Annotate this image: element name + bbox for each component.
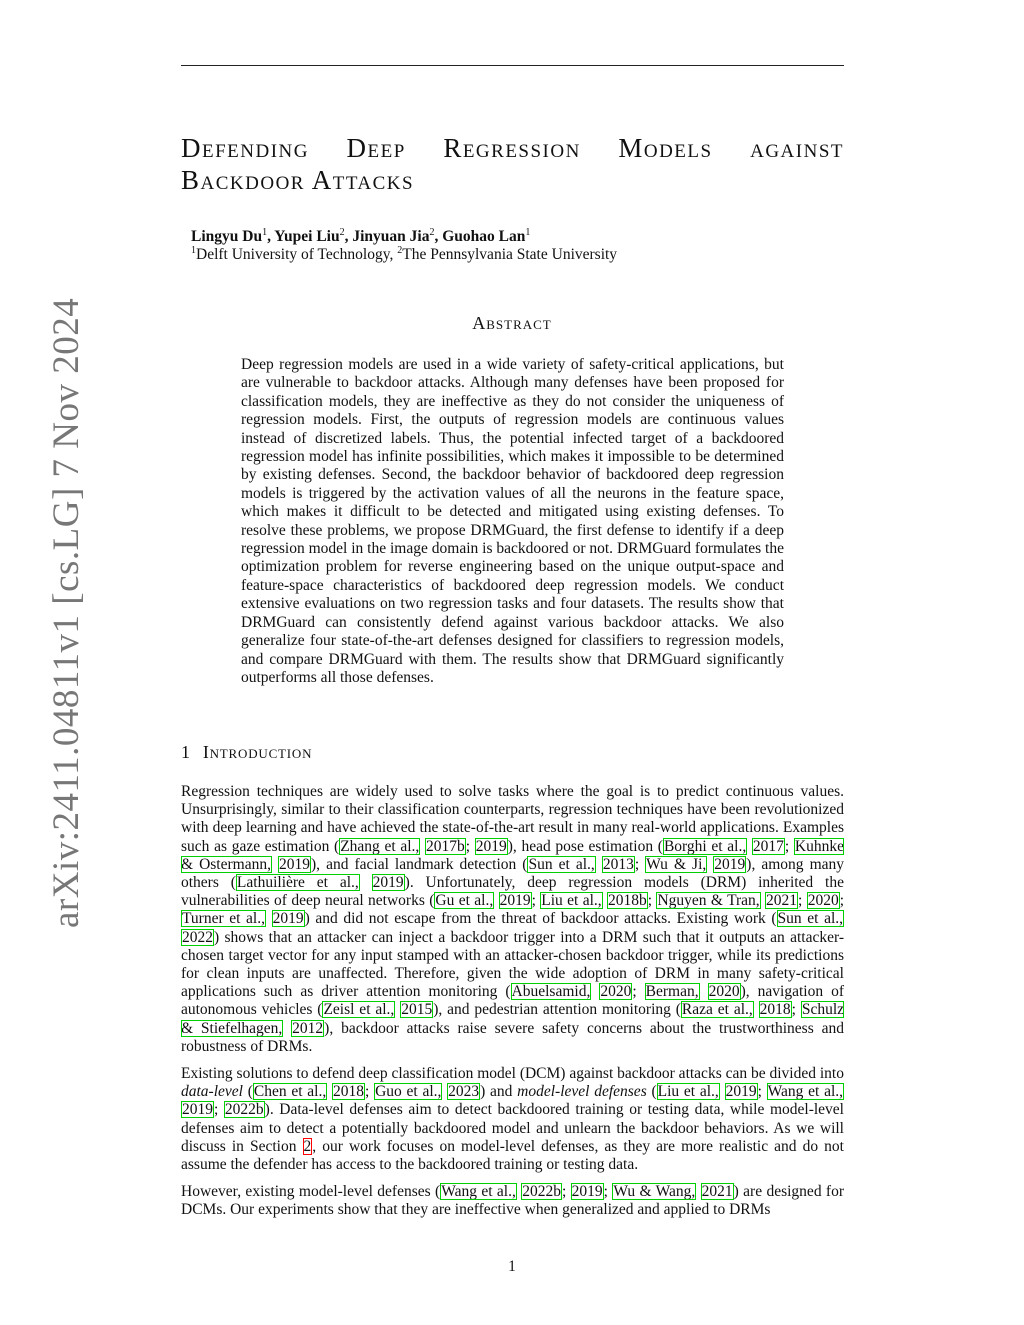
text: Existing solutions to defend deep classification model (DCM) against backdoor attacks can be divided into (181, 1065, 844, 1083)
citation-link[interactable]: 2015 (401, 1001, 433, 1019)
citation-link[interactable]: 2021 (766, 892, 798, 910)
emphasis: model-level defenses (517, 1083, 647, 1101)
citation-link[interactable]: Abuelsamid, (511, 983, 591, 1001)
citation-link[interactable]: 2018b (608, 892, 647, 910)
citation-link[interactable]: 2019 (272, 910, 304, 928)
paper-title (181, 132, 844, 196)
citation-link[interactable]: Turner et al., (182, 910, 265, 928)
text: ), and facial landmark detection ( (311, 855, 528, 873)
citation-link[interactable]: 2019 (372, 874, 404, 892)
title-word: Deep (346, 133, 406, 163)
citation-link[interactable]: 2020 (708, 983, 740, 1001)
section-body (181, 783, 844, 1229)
title-word: Defending (181, 133, 309, 163)
page-number: 1 (508, 1258, 516, 1275)
abstract-heading: Abstract (472, 313, 552, 333)
text (283, 1020, 291, 1037)
text: ), among many others ( (181, 855, 845, 892)
text: ; (531, 892, 541, 910)
emphasis: data-level (181, 1083, 243, 1101)
affiliations: $^1$Delft University of Technology, $^2$The Pennsylvania State University (191, 245, 618, 263)
text (754, 1001, 759, 1018)
affil-name: The Pennsylvania State University (402, 246, 618, 263)
text: ; (603, 1183, 613, 1201)
citation-link[interactable]: Raza et al., (681, 1001, 753, 1019)
citation-link[interactable]: Schulz & Stiefelhagen, (181, 1001, 845, 1037)
section-title: Introduction (202, 742, 313, 762)
text: ). Unfortunately, deep regression models (DRM) inherited the vulnerabilities of deep neural networks ( (181, 874, 844, 910)
text: ). Data-level defenses aim to detect backdoored training or testing data, while model-level defenses aim to detect a potentially backdoored model and unlearn the backdoor behaviors. As we will discuss in Section (181, 1101, 844, 1155)
title-word: Models (618, 133, 713, 163)
citation-link[interactable]: 2017 (752, 837, 784, 855)
citation-link[interactable]: Chen et al., (253, 1083, 327, 1101)
text: ; (839, 892, 845, 910)
title-word: Regression (443, 133, 581, 163)
citation-link[interactable]: 2021 (701, 1183, 733, 1201)
citation-link[interactable]: Liu et al., (541, 892, 602, 910)
text: ; (784, 837, 794, 855)
citation-link[interactable]: 2022b (522, 1183, 561, 1201)
citation-link[interactable]: Sun et al., (777, 910, 844, 928)
text: , our work focuses on model-level defenses, as they are more realistic and do not assume the defender has access to the backdoored training or testing data. (181, 1137, 844, 1174)
citation-link[interactable]: 2019 (475, 837, 507, 855)
text: ), backdoor attacks raise severe safety concerns about the trustworthiness and robustness of DRMs. (181, 1019, 844, 1055)
author-name: Lingyu Du (191, 228, 263, 245)
section-heading (181, 742, 312, 763)
citation-link[interactable]: 2013 (602, 855, 634, 873)
citation-link[interactable]: 2019 (182, 1101, 213, 1119)
text: ) shows that an attacker can inject a backdoor trigger into a DRM such that it outputs an attacker-chosen target vector for any input stamped with an attacker-chosen backdoor trigger, while its predictions for clean inputs are unaffected. Therefore, given the wide adoption of DRM in many safety-critical applications such as driver attention monitoring ( (181, 928, 844, 1001)
paragraph (181, 783, 844, 1056)
text: ; (561, 1183, 571, 1201)
citation-link[interactable]: 2019 (499, 892, 531, 910)
text: ; (632, 983, 645, 1001)
citation-link[interactable]: Lathuilière et al., (236, 874, 359, 892)
text: ; (798, 892, 807, 910)
paragraph (181, 1183, 844, 1219)
text (596, 856, 602, 873)
author-affil-mark: 2 (429, 227, 435, 238)
citation-link[interactable]: Liu et al., (657, 1083, 719, 1101)
text (720, 1083, 725, 1100)
text (700, 983, 708, 1000)
text: ; (791, 1001, 801, 1019)
affil-mark: 1 (191, 245, 196, 256)
author-list: Lingyu Du$^1$, Yupei Liu$^2$, Jinyuan Jia$^2$, Guohao Lan$^1$ (191, 227, 531, 245)
text: ), and pedestrian attention monitoring ( (433, 1001, 681, 1019)
citation-link[interactable]: Zeisl et al., (323, 1001, 395, 1019)
text: ; (214, 1101, 224, 1119)
text: However, existing model-level defenses ( (181, 1183, 441, 1201)
text: ) and (480, 1083, 518, 1101)
author-name: Jinyuan Jia (352, 228, 430, 245)
citation-link[interactable]: Kuhnke & Ostermann, (181, 837, 844, 873)
text (494, 892, 498, 909)
author-affil-mark: 1 (262, 227, 268, 238)
text: ( (646, 1083, 657, 1101)
title-word: against (750, 133, 844, 163)
text: ) are designed for DCMs. Our experiments show that they are ineffective when generalized and applied to DRMs (181, 1183, 845, 1219)
affil-mark: 2 (397, 245, 403, 256)
citation-link[interactable]: 2020 (600, 983, 632, 1001)
author-name: Yupei Liu (274, 228, 340, 245)
text: ; (634, 855, 646, 873)
citation-link[interactable]: Wu & Wang, (613, 1183, 696, 1201)
citation-link[interactable]: Zhang et al., (340, 837, 420, 855)
text: ; (647, 892, 657, 910)
text: ; (365, 1083, 375, 1101)
citation-link[interactable]: 2019 (725, 1083, 757, 1101)
author-affil-mark: 2 (339, 227, 345, 238)
citation-link[interactable]: 2019 (571, 1183, 603, 1201)
abstract-body: Deep regression models are used in a wide variety of safety-critical applications, but are vulnerable to backdoor attacks. Although many defenses have been proposed for classification models, they are ineffective as they do not consider the uniqueness of regression models. First, the outputs of regression models are continuous values instead of discretized labels. Thus, the potential infected target of a backdoored regression model has infinite possibilities, which makes it impossible to be determined by existing defenses. Second, the backdoor behavior of backdoored deep regression models is triggered by the activation values of all the neurons in the feature space, which makes it difficult to be detected and mitigated using existing defenses. To resolve these problems, we propose DRMGuard, the first defense to identify if a deep regression model in the image domain is backdoored or not. DRMGuard formulates the optimization problem for reverse engineering based on the unique output-space and feature-space characteristics of backdoored deep regression models. We conduct extensive evaluations on two regression tasks and four datasets. The results show that DRMGuard can consistently defend against various backdoor attacks. We also generalize four state-of-the-art defenses designed for classifiers to regression models, and compare DRMGuard with them. The results show that DRMGuard significantly outperforms all those defenses. (241, 356, 784, 686)
citation-link[interactable]: Wang et al., (767, 1083, 844, 1101)
text: ; (757, 1083, 767, 1101)
citation-link[interactable]: 2023 (448, 1083, 480, 1101)
text (696, 1183, 700, 1200)
text (266, 910, 272, 927)
text: Regression techniques are widely used to solve tasks where the goal is to predict continuous values. Unsurprisingly, similar to their classification counterparts, regression techniques have been revolutionized with deep learning and have achieved the state-of-the-art result in many real-world applications. Examples such as gaze estimation ( (181, 783, 844, 855)
citation-link[interactable]: 2022b (224, 1101, 264, 1119)
author-affil-mark: 1 (525, 227, 531, 238)
author-name: Guohao Lan (442, 228, 526, 245)
affil-name: Delft University of Technology (196, 246, 390, 263)
citation-link[interactable]: 2018 (333, 1083, 364, 1101)
citation-link[interactable]: Wu & Ji, (646, 855, 707, 873)
top-rule (181, 65, 844, 66)
citation-link[interactable]: Sun et al., (528, 855, 595, 873)
citation-link[interactable]: 2018 (759, 1001, 791, 1019)
citation-link[interactable]: Berman, (645, 983, 699, 1001)
arxiv-identifier[interactable]: arXiv:2411.04811v1 [cs.LG] 7 Nov 2024 (46, 297, 87, 928)
citation-link[interactable]: 2022 (182, 928, 213, 946)
text (360, 874, 372, 891)
citation-link[interactable]: Nguyen & Tran, (657, 892, 760, 910)
citation-link[interactable]: 2019 (279, 855, 310, 873)
citation-link[interactable]: Borghi et al., (663, 837, 747, 855)
title-line-1 (181, 132, 844, 164)
paragraph (181, 1065, 844, 1174)
citation-link[interactable]: Wang et al., (441, 1183, 516, 1201)
text: ), navigation of autonomous vehicles ( (181, 983, 845, 1019)
citation-link[interactable]: Guo et al., (375, 1083, 442, 1101)
citation-link[interactable]: 2020 (807, 892, 839, 910)
citation-link[interactable]: Gu et al., (435, 892, 494, 910)
text: ( (242, 1083, 253, 1101)
title-line-2: Backdoor Attacks (181, 165, 415, 195)
citation-link[interactable]: 2017b (426, 837, 465, 855)
text: ; (465, 837, 475, 855)
citation-link[interactable]: 2012 (292, 1019, 324, 1037)
text: ), head pose estimation ( (507, 837, 663, 855)
citation-link[interactable]: 2019 (714, 855, 746, 873)
text: ) and did not escape from the threat of backdoor attacks. Existing work ( (304, 910, 777, 928)
section-number: 1 (181, 742, 191, 762)
section-reference-link[interactable]: 2 (303, 1137, 312, 1155)
